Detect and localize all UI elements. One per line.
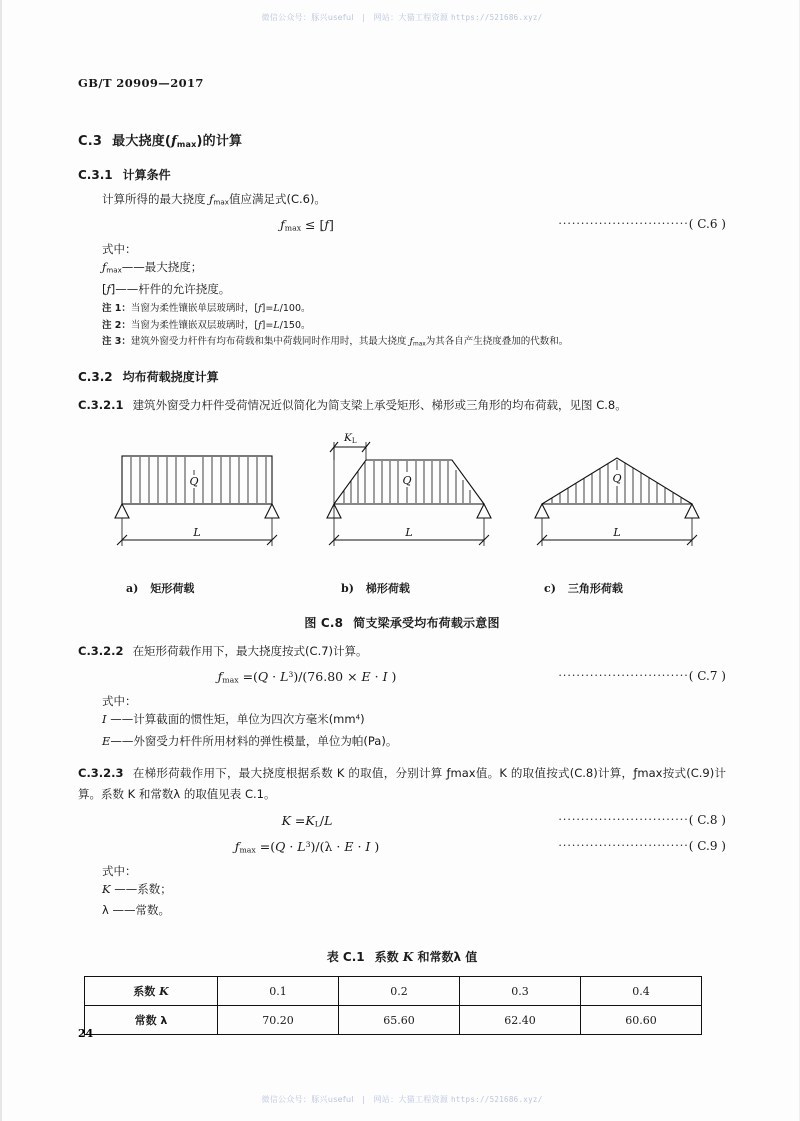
watermark-top bbox=[2, 12, 800, 23]
para-c321 bbox=[78, 395, 726, 416]
formula-c7: $ƒ_{max} =(Q \cdot L^3)/(76.80 \times E \cdot I$ ) bbox=[217, 669, 397, 686]
subcaption-a-text: 矩形荷载 bbox=[150, 582, 195, 596]
c323-def-lambda: λ ——常数。 bbox=[102, 903, 170, 918]
trap-load-q-label: Q bbox=[402, 474, 412, 488]
formula-c8: $K =K_L/L$ bbox=[281, 812, 333, 829]
tri-load-q-label: Q bbox=[612, 472, 622, 486]
trap-load-svg bbox=[318, 430, 508, 560]
figure-trapezoidal-load bbox=[318, 430, 508, 564]
table-caption-title: 系数 K 和常数λ 值 bbox=[374, 950, 478, 965]
watermark-text: 微信公众号：豚兴useful | 网站：大猫工程资源 bbox=[261, 1095, 449, 1104]
trap-load-l-label: L bbox=[405, 526, 413, 540]
subcaption-c bbox=[544, 580, 623, 596]
table-caption-number: 表 C.1 bbox=[326, 950, 365, 965]
heading-c3-number: C.3 bbox=[78, 134, 103, 149]
table-cell: 70.20 bbox=[218, 1006, 339, 1035]
heading-c32-number: C.3.2 bbox=[78, 369, 113, 384]
heading-c31-title: 计算条件 bbox=[122, 168, 171, 182]
heading-c31-number: C.3.1 bbox=[78, 168, 113, 182]
subcaption-b-text: 梯形荷载 bbox=[365, 582, 410, 596]
rect-load-q-label: Q bbox=[189, 475, 199, 489]
figure-caption-title: 简支梁承受均布荷载示意图 bbox=[353, 616, 500, 631]
table-row bbox=[85, 977, 702, 1006]
para-c322 bbox=[78, 641, 726, 662]
c322-def-E: E——外窗受力杆件所用材料的弹性模量，单位为帕(Pa)。 bbox=[102, 734, 398, 749]
standard-number: GB/T 20909—2017 bbox=[78, 76, 204, 90]
c322-def-I: I ——计算截面的惯性矩，单位为四次方毫米$(mm^4)$ bbox=[102, 712, 365, 727]
rect-load-svg bbox=[106, 430, 296, 560]
c31-note-3: 注 3：建筑外窗受力杆件有均布荷载和集中荷载同时作用时，其最大挠度 $ƒ_{max}$为其各自产生挠度叠加的代数和。 bbox=[102, 336, 569, 348]
formula-c6: $ƒ_{max}$ ≤ [ƒ] bbox=[280, 217, 334, 233]
formula-c7-line bbox=[78, 669, 726, 688]
c31-shiyong: 式中： bbox=[102, 242, 137, 257]
para-c323-text: 在梯形荷载作用下，最大挠度根据系数 K 的取值，分别计算 ƒmax值。K 的取值按式(C.8)计算，ƒmax按式(C.9)计算。系数 K 和常数λ 的取值见表 C.1。 bbox=[78, 766, 726, 802]
para-c322-number: C.3.2.2 bbox=[78, 644, 124, 659]
figure-c8 bbox=[78, 430, 726, 580]
table-k-lambda bbox=[84, 976, 702, 1035]
subcaption-c-text: 三角形荷载 bbox=[567, 582, 623, 596]
table-row-header: 常数 λ bbox=[85, 1006, 218, 1035]
table-row-header: 系数 K bbox=[85, 977, 218, 1006]
watermark-text: 微信公众号：豚兴useful | 网站：大猫工程资源 bbox=[261, 13, 449, 22]
heading-c32 bbox=[78, 368, 726, 385]
formula-c9-line bbox=[78, 839, 726, 858]
page-number: 24 bbox=[78, 1027, 94, 1040]
c323-shiyong: 式中： bbox=[102, 863, 137, 878]
table-cell: 0.2 bbox=[339, 977, 460, 1006]
subcaption-a bbox=[126, 580, 194, 596]
c31-intro: 计算所得的最大挠度 $ƒ_{max}$值应满足式(C.6)。 bbox=[102, 192, 326, 207]
heading-c32-title: 均布荷载挠度计算 bbox=[122, 369, 219, 384]
formula-c9: $ƒ_{max} =(Q \cdot L^3)/(\lambda \cdot E \cdot I$ ) bbox=[234, 838, 380, 855]
subcaption-c-label: c) bbox=[544, 582, 556, 596]
table-cell: 62.40 bbox=[460, 1006, 581, 1035]
tri-load-l-label: L bbox=[613, 526, 621, 540]
figure-caption-number: 图 C.8 bbox=[304, 616, 344, 631]
table-row bbox=[85, 1006, 702, 1035]
formula-c8-line bbox=[78, 813, 726, 832]
figure-rectangular-load bbox=[106, 430, 296, 564]
c31-def-allowable: [ƒ]——杆件的允许挠度。 bbox=[102, 282, 231, 297]
subcaption-b bbox=[341, 580, 410, 596]
watermark-url: https://521686.xyz/ bbox=[451, 1095, 543, 1104]
page-content bbox=[78, 76, 726, 1035]
figure-subcaptions bbox=[78, 580, 726, 602]
table-cell: 65.60 bbox=[339, 1006, 460, 1035]
eqno-c9: ·····························( C.9 ) bbox=[558, 838, 726, 853]
c322-shiyong: 式中： bbox=[102, 694, 137, 709]
para-c323 bbox=[78, 763, 726, 806]
watermark-url: https://521686.xyz/ bbox=[451, 13, 543, 22]
para-c323-number: C.3.2.3 bbox=[78, 766, 124, 781]
para-c322-text: 在矩形荷载作用下，最大挠度按式(C.7)计算。 bbox=[132, 644, 368, 659]
c323-def-K: K ——系数； bbox=[102, 881, 172, 896]
tri-load-svg bbox=[526, 430, 716, 560]
trap-load-kl-label: KL bbox=[344, 432, 357, 446]
watermark-bottom bbox=[2, 1094, 800, 1105]
table-cell: 0.1 bbox=[218, 977, 339, 1006]
table-caption bbox=[78, 948, 726, 965]
subcaption-a-label: a) bbox=[126, 582, 139, 596]
table-cell: 0.4 bbox=[581, 977, 702, 1006]
para-c321-text: 建筑外窗受力杆件受荷情况近似简化为简支梁上承受矩形、梯形或三角形的均布荷载，见图 C.8。 bbox=[132, 397, 627, 412]
c31-note-2: 注 2：当窗为柔性镶嵌双层玻璃时，[ƒ]=L/150。 bbox=[102, 319, 311, 331]
formula-c6-line bbox=[78, 217, 726, 236]
eqno-c6: ·····························( C.6 ) bbox=[558, 217, 726, 232]
eqno-c8: ·····························( C.8 ) bbox=[558, 812, 726, 827]
table-cell: 0.3 bbox=[460, 977, 581, 1006]
table-cell: 60.60 bbox=[581, 1006, 702, 1035]
figure-caption bbox=[78, 614, 726, 631]
figure-triangular-load bbox=[526, 430, 716, 564]
c31-note-1: 注 1：当窗为柔性镶嵌单层玻璃时，[ƒ]=L/100。 bbox=[102, 302, 311, 314]
subcaption-b-label: b) bbox=[341, 582, 354, 596]
c31-def-fmax: $ƒ_{max}——$最大挠度； bbox=[102, 260, 203, 275]
heading-c31 bbox=[78, 166, 726, 183]
heading-c3-title: 最大挠度$(ƒ_{max})$的计算 bbox=[112, 134, 243, 149]
rect-load-l-label: L bbox=[193, 526, 201, 540]
para-c321-number: C.3.2.1 bbox=[78, 397, 124, 412]
eqno-c7: ·····························( C.7 ) bbox=[558, 669, 726, 684]
heading-c3 bbox=[78, 130, 726, 149]
